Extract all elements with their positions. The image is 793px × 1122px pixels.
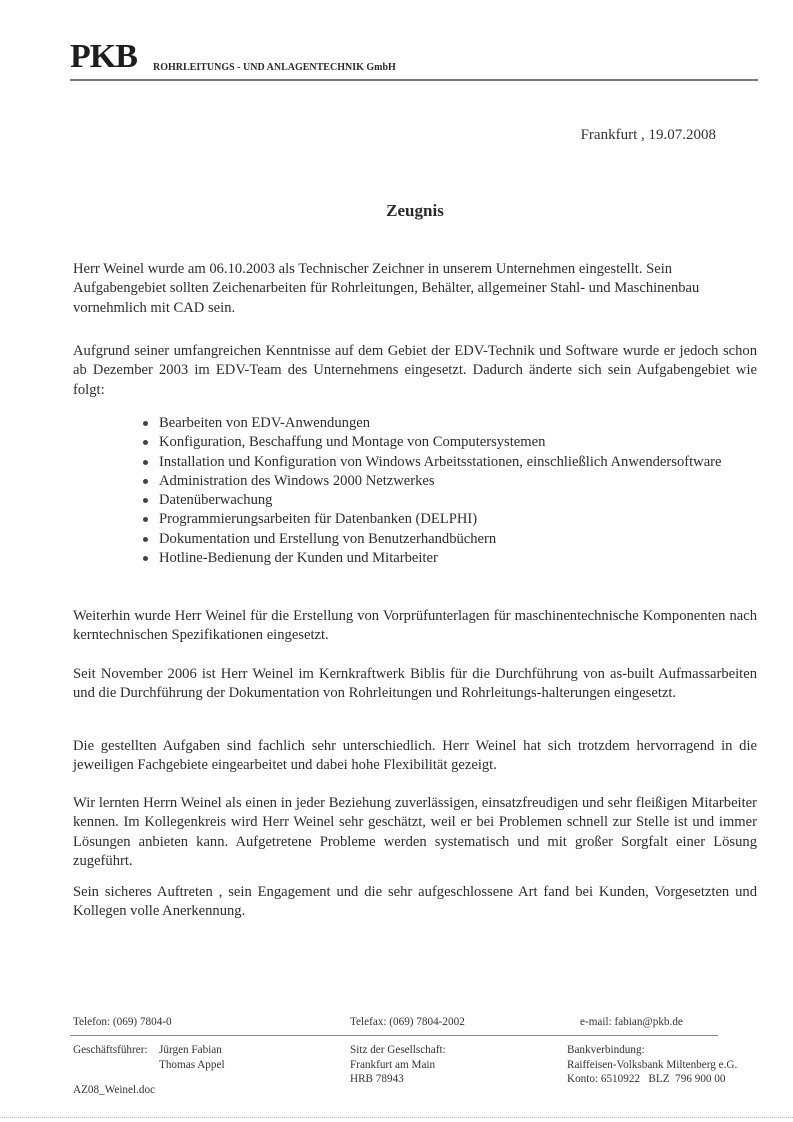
list-item [130, 453, 758, 472]
paragraph-flexibility: Die gestellten Aufgaben sind fachlich sehr unterschiedlich. Herr Weinel hat sich trotzdem hervorragend in die jeweiligen Fachgebiete eingearbeitet und dabei hohe Flexibilität gezeigt. [73, 738, 757, 774]
bullet-icon [143, 556, 148, 561]
bullet-icon [143, 421, 148, 426]
task-text: Datenüberwachung [159, 492, 273, 509]
task-list [130, 414, 758, 568]
footer-telefon: Telefon: (069) 7804-0 [73, 1016, 172, 1028]
task-text: Hotline-Bedienung der Kunden und Mitarbeiter [159, 550, 438, 567]
sitz-city: Frankfurt am Main [350, 1058, 436, 1071]
footer-bank [567, 1043, 737, 1087]
task-text: Administration des Windows 2000 Netzwerkes [159, 472, 435, 489]
footer-telefax: Telefax: (069) 7804-2002 [350, 1016, 465, 1028]
bullet-icon [143, 479, 148, 484]
bullet-icon [143, 498, 148, 503]
list-item [130, 414, 758, 433]
bank-name: Raiffeisen-Volksbank Miltenberg e.G. [567, 1058, 738, 1071]
list-item [130, 510, 758, 529]
list-item [130, 491, 758, 510]
document-title: Zeugnis [386, 201, 444, 220]
header-divider [70, 79, 758, 81]
director-name: Jürgen Fabian [159, 1044, 222, 1056]
task-text: Bearbeiten von EDV-Anwendungen [159, 415, 371, 431]
list-item [130, 530, 758, 549]
footer-registered-office [350, 1043, 446, 1087]
paragraph-evaluation: Wir lernten Herrn Weinel als einen in jeder Beziehung zuverlässigen, einsatzfreudigen und sehr fleißigen Mitarbeiter kennen. Im Kollegenkreis wird Herr Weinel sehr geschätzt, weil er bei Problemen schnell zur Stelle ist und immer Lösungen anbieten kann. Aufgetretene Probleme werden systematisch und mit großer Sorgfalt einer Lösung zugeführt. [73, 795, 757, 869]
footer-email[interactable]: e-mail: fabian@pkb.de [580, 1016, 683, 1028]
date-line: Frankfurt , 19.07.2008 [580, 127, 716, 143]
footer-divider [70, 1035, 718, 1036]
bullet-icon [143, 537, 148, 542]
footer-managing-directors [159, 1043, 225, 1072]
list-item [130, 472, 758, 491]
bullet-icon [143, 440, 148, 445]
list-item [130, 433, 758, 452]
task-text: Dokumentation und Erstellung von Benutzerhandbüchern [159, 530, 497, 547]
task-text: Konfiguration, Beschaffung und Montage von Computersystemen [159, 434, 546, 451]
bullet-icon [143, 460, 148, 465]
page-edge-line [0, 1117, 793, 1118]
bank-label: Bankverbindung: [567, 1044, 645, 1056]
company-name: ROHRLEITUNGS - UND ANLAGENTECHNIK GmbH [153, 62, 396, 73]
paragraph-biblis: Seit November 2006 ist Herr Weinel im Kernkraftwerk Biblis für die Durchführung von as-built Aufmassarbeiten und die Durchführung der Dokumentation von Rohrleitungen und Rohrleitungs-halterungen eingesetzt. [73, 666, 757, 702]
task-text: Programmierungsarbeiten für Datenbanken (DELPHI) [159, 511, 478, 528]
paragraph-employment: Herr Weinel wurde am 06.10.2003 als Technischer Zeichner in unserem Unternehmen eingestellt. Sein Aufgabengebiet sollten Zeichenarbeiten für Rohrleitungen, Behälter, allgemeiner Stahl- und Maschinenbau vornehmlich mit CAD sein. [73, 261, 700, 316]
task-text: Installation und Konfiguration von Windows Arbeitsstationen, einschließlich Anwendersoftware [159, 453, 722, 470]
sitz-label: Sitz der Gesellschaft: [350, 1044, 446, 1056]
company-logo: PKB [70, 38, 137, 75]
list-item [130, 549, 758, 568]
bullet-icon [143, 517, 148, 522]
director-name: Thomas Appel [159, 1058, 225, 1071]
bank-account: Konto: 6510922 BLZ 796 900 00 [567, 1073, 726, 1085]
paragraph-vorpruefunterlagen: Weiterhin wurde Herr Weinel für die Erstellung von Vorprüfunterlagen für maschinentechnische Komponenten nach kerntechnischen Spezifikationen eingesetzt. [73, 608, 757, 644]
paragraph-edv-team: Aufgrund seiner umfangreichen Kenntnisse auf dem Gebiet der EDV-Technik und Software wurde er jedoch schon ab Dezember 2003 im EDV-Team des Unternehmens eingesetzt. Dadurch änderte sich sein Aufgabengebiet wie folgt: [73, 343, 757, 398]
document-filename: AZ08_Weinel.doc [73, 1084, 156, 1096]
paragraph-closing: Sein sicheres Auftreten , sein Engagement und die sehr aufgeschlossene Art fand bei Kunden, Vorgesetzten und Kollegen volle Anerkennung. [73, 884, 757, 920]
footer-managing-directors-label: Geschäftsführer: [73, 1044, 148, 1056]
sitz-register: HRB 78943 [350, 1073, 404, 1085]
